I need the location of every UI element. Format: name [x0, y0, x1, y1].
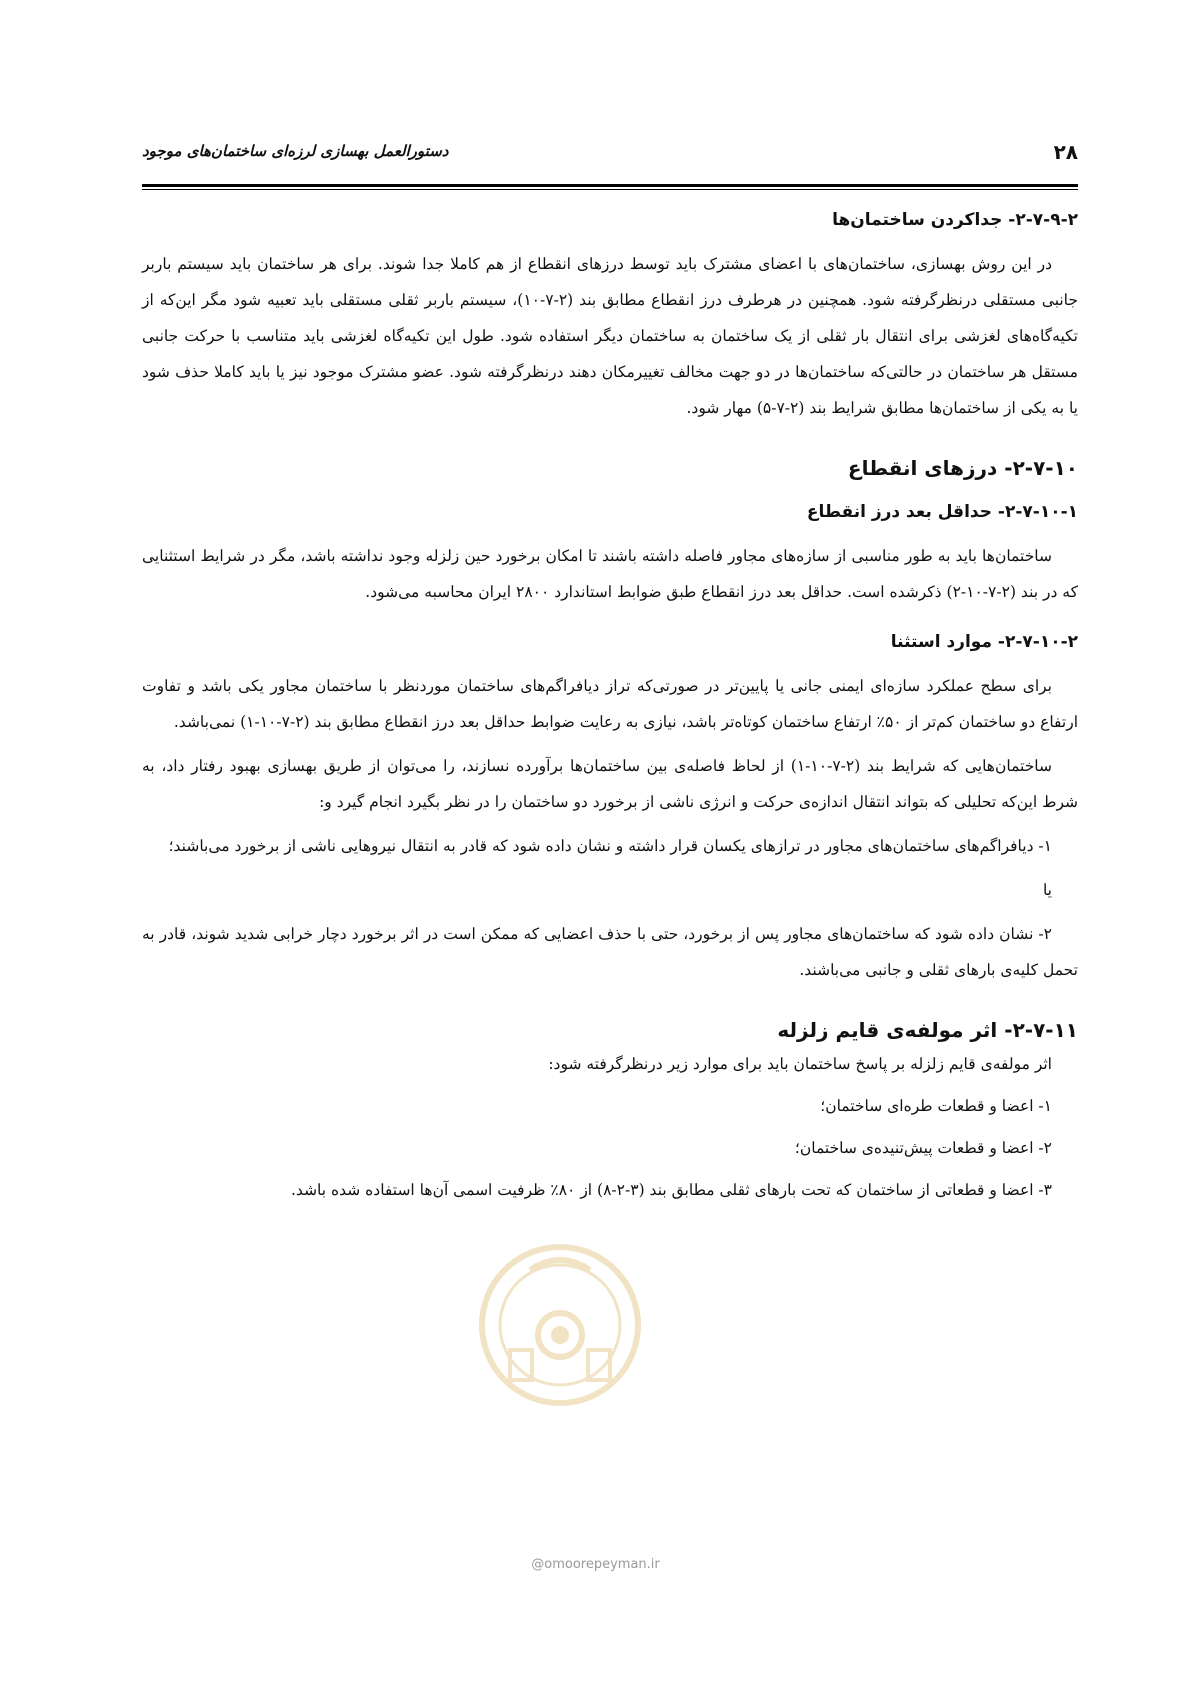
running-header [142, 140, 1078, 172]
list-item: ۲- نشان داده شود که ساختمان‌های مجاور پس از برخورد، حتی با حذف اعضایی که ممکن است در اثر برخورد دچار خرابی شدید شوند، قادر به تحمل کلیه‌ی بارهای ثقلی و جانبی می‌باشند. [142, 925, 1078, 979]
subsection-heading: ۲-۷-۱۰-۲- موارد استثنا [890, 632, 1078, 652]
paragraph: ساختمان‌هایی که شرایط بند (۲-۷-۱۰-۱) از لحاظ فاصله‌ی بین ساختمان‌ها برآورده نسازند، را می‌توان از طریق بهسازی بهبود رفتار داد، به شرط این‌که تحلیلی که بتواند انتقال اندازه‌ی حرکت و انرژی ناشی از برخورد دو ساختمان را در نظر بگیرد انجام گیرد و: [142, 757, 1078, 811]
page-content [142, 188, 1078, 1214]
section-heading: ۲-۷-۹-۲- جداکردن ساختمان‌ها [832, 210, 1078, 230]
section-heading: ۲-۷-۱۱- اثر مولفه‌ی قایم زلزله [777, 1018, 1078, 1042]
paragraph: ساختمان‌ها باید به طور مناسبی از سازه‌های مجاور فاصله داشته باشند تا امکان برخورد حین زلزله وجود نداشته باشد، مگر در شرایط استثنایی که در بند (۲-۷-۱۰-۲) ذکرشده است. حداقل بعد درز انقطاع طبق ضوابط استاندارد ۲۸۰۰ ایران محاسبه می‌شود. [142, 547, 1078, 601]
paragraph: یا [1042, 881, 1052, 899]
subsection-heading: ۲-۷-۱۰-۱- حداقل بعد درز انقطاع [806, 502, 1078, 522]
header-rule [142, 184, 1078, 187]
paragraph: برای سطح عملکرد سازه‌ای ایمنی جانی یا پایین‌تر در صورتی‌که تراز دیافراگم‌های ساختمان موردنظر با ساختمان مجاور یکی باشد و تفاوت ارتفاع دو ساختمان کم‌تر از ۵۰٪ ارتفاع ساختمان کوتاه‌تر باشد، نیازی به رعایت ضوابط حداقل بعد درز انقطاع مطابق بند (۲-۷-۱۰-۱) نمی‌باشد. [142, 677, 1078, 731]
watermark-seal [470, 1230, 650, 1430]
page-number: ۲۸ [1053, 140, 1078, 164]
section-heading: ۲-۷-۱۰- درزهای انقطاع [847, 456, 1078, 480]
book-title: دستورالعمل بهسازی لرزه‌ای ساختمان‌های موجود [142, 142, 449, 160]
footer-website: @omoorepeyman.ir [531, 1557, 660, 1572]
list-item: ۱- اعضا و قطعات طره‌ای ساختمان؛ [820, 1097, 1052, 1115]
list-item: ۳- اعضا و قطعاتی از ساختمان که تحت بارهای ثقلی مطابق بند (۳-۲-۸) از ۸۰٪ ظرفیت اسمی آن‌ها استفاده شده باشد. [291, 1181, 1052, 1199]
list-item: ۱- دیافراگم‌های ساختمان‌های مجاور در ترازهای یکسان قرار داشته و نشان داده شود که قادر به انتقال نیروهایی ناشی از برخورد می‌باشند؛ [168, 837, 1052, 855]
paragraph: اثر مولفه‌ی قایم زلزله بر پاسخ ساختمان باید برای موارد زیر درنظرگرفته شود: [548, 1055, 1052, 1073]
list-item: ۲- اعضا و قطعات پیش‌تنیده‌ی ساختمان؛ [794, 1139, 1052, 1157]
paragraph: در این روش بهسازی، ساختمان‌های با اعضای مشترک باید توسط درزهای انقطاع از هم کاملا جدا شوند. برای هر ساختمان باید سیستم باربر جانبی مستقلی درنظرگرفته شود. همچنین در هرطرف درز انقطاع مطابق بند (۲-۷-۱۰)، سیستم باربر ثقلی مستقلی باید تعبیه شود مگر این‌که از تکیه‌گاه‌های لغزشی برای انتقال بار ثقلی از یک ساختمان به ساختمان دیگر استفاده شود. طول این تکیه‌گاه لغزشی باید متناسب با حرکت جانبی مستقل هر ساختمان در حالتی‌که ساختمان‌ها در دو جهت مخالف تغییرمکان دهند درنظرگرفته شود. عضو مشترک موجود نیز یا باید کاملا حذف شود یا به یکی از ساختمان‌ها مطابق شرایط بند (۲-۷-۵) مهار شود. [142, 255, 1078, 417]
